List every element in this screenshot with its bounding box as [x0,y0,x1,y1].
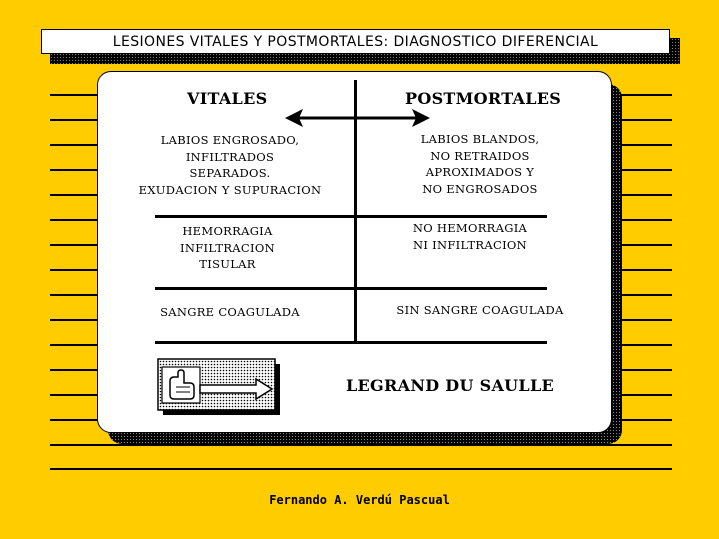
cell-vitales-labios [120,132,340,198]
stripe [50,468,672,470]
cell-postmortales-labios [380,131,580,197]
footer-author: Fernando A. Verdú Pascual [269,493,450,507]
reference-author: LEGRAND DU SAULLE [346,376,555,395]
pointing-hand-icon [156,357,282,417]
cell-line: TISULAR [199,257,256,271]
cell-postmortales-hemorragia [395,220,545,253]
cell-line: EXUDACION Y SUPURACION [138,182,322,197]
cell-line: NO RETRAIDOS [430,148,530,163]
cell-vitales-sangre [145,304,315,321]
cell-line: LABIOS ENGROSADO, [160,133,300,147]
slide-title-text: LESIONES VITALES Y POSTMORTALES: DIAGNOSTICO DIFERENCIAL [112,33,599,50]
row-divider [155,341,547,344]
row-divider [155,287,547,290]
header-postmortales: POSTMORTALES [405,89,562,108]
row-divider [155,215,547,218]
cell-vitales-hemorragia [140,223,315,273]
center-divider [354,80,357,342]
double-arrow-icon [285,108,430,128]
cell-line: APROXIMADOS Y [425,165,535,179]
cell-line: NO ENGROSADOS [422,181,538,196]
cell-postmortales-sangre [380,302,580,319]
cell-line: NO HEMORRAGIA [412,221,528,235]
cell-line: SIN SANGRE COAGULADA [396,303,564,317]
cell-line: LABIOS BLANDOS, [420,132,540,146]
cell-line: HEMORRAGIA [182,224,273,238]
cell-line: SANGRE COAGULADA [160,305,300,319]
cell-line: INFILTRADOS [185,149,275,164]
cell-line: SEPARADOS. [189,166,271,180]
header-vitales: VITALES [187,89,268,108]
cell-line: INFILTRACION [180,240,275,255]
stripe [50,444,672,446]
slide-title [41,29,670,54]
cell-line: NI INFILTRACION [412,237,528,252]
